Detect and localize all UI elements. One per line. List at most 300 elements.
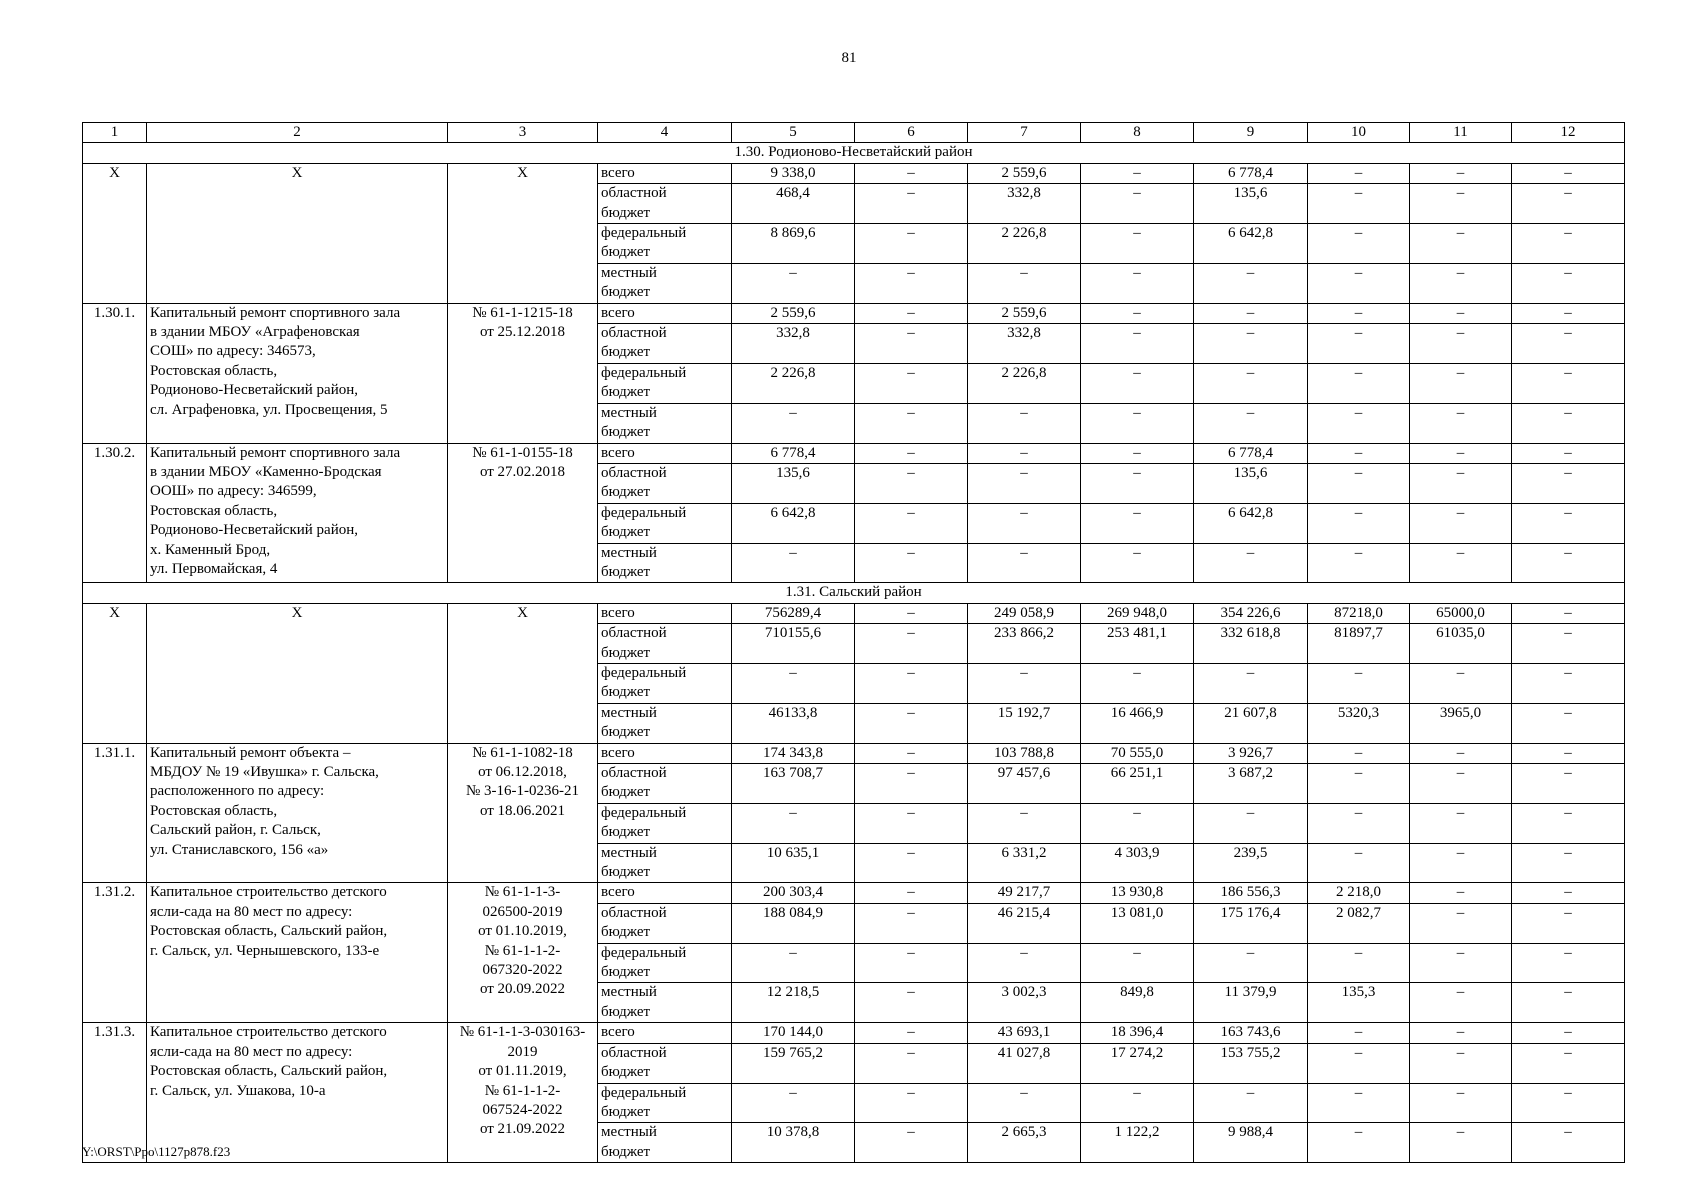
value-cell: 66 251,1 (1081, 764, 1194, 804)
value-cell: 159 765,2 (732, 1043, 855, 1083)
value-cell: – (855, 224, 968, 264)
value-cell: – (968, 543, 1081, 583)
value-cell: – (1308, 224, 1410, 264)
value-cell: 43 693,1 (968, 1023, 1081, 1043)
funding-source-label: федеральный бюджет (598, 943, 732, 983)
section-title: 1.30. Родионово-Несветайский район (83, 143, 1625, 163)
value-cell: – (1512, 403, 1625, 443)
table-row (83, 1023, 1625, 1043)
value-cell: – (855, 1043, 968, 1083)
value-cell: 188 084,9 (732, 903, 855, 943)
value-cell: – (1308, 943, 1410, 983)
value-cell: – (732, 803, 855, 843)
value-cell: – (1081, 403, 1194, 443)
value-cell: – (855, 503, 968, 543)
section-row (83, 583, 1625, 603)
value-cell: 2 226,8 (968, 363, 1081, 403)
object-name (147, 443, 448, 583)
value-cell: – (1410, 983, 1512, 1023)
value-cell: – (1410, 324, 1512, 364)
item-number: 1.30.1. (83, 303, 147, 443)
value-cell: 46 215,4 (968, 903, 1081, 943)
funding-source-label: местный бюджет (598, 543, 732, 583)
value-cell: – (1512, 803, 1625, 843)
value-cell: 3 926,7 (1194, 743, 1308, 763)
page-number: 81 (841, 50, 857, 66)
budget-table (82, 122, 1625, 1163)
value-cell: – (855, 443, 968, 463)
table-row (83, 603, 1625, 623)
value-cell: 61035,0 (1410, 624, 1512, 664)
value-cell: – (1308, 363, 1410, 403)
value-cell: – (1512, 363, 1625, 403)
table-row (83, 443, 1625, 463)
funding-source-label: областной бюджет (598, 764, 732, 804)
value-cell: – (1410, 184, 1512, 224)
funding-source-label: всего (598, 1023, 732, 1043)
value-cell: – (1410, 1043, 1512, 1083)
value-cell: 11 379,9 (1194, 983, 1308, 1023)
value-cell: – (1512, 1083, 1625, 1123)
value-cell: – (1512, 184, 1625, 224)
funding-source-label: местный бюджет (598, 263, 732, 303)
object-name-line: Ростовская область, Сальский район, (150, 923, 388, 940)
value-cell: 468,4 (732, 184, 855, 224)
value-cell: 6 642,8 (1194, 224, 1308, 264)
value-cell: – (1410, 803, 1512, 843)
value-cell: – (1308, 1023, 1410, 1043)
value-cell: – (732, 663, 855, 703)
object-name-line: Родионово-Несветайский район, (150, 382, 359, 399)
object-name-line: ясли-сада на 80 мест по адресу: (150, 903, 353, 920)
object-name-line: расположенного по адресу: (150, 783, 325, 800)
column-number: 4 (598, 123, 732, 143)
value-cell: – (732, 403, 855, 443)
value-cell: 233 866,2 (968, 624, 1081, 664)
value-cell: 97 457,6 (968, 764, 1081, 804)
item-number: 1.31.1. (83, 743, 147, 883)
value-cell: – (1410, 1083, 1512, 1123)
object-name-line: Капитальный ремонт объекта – (150, 744, 351, 761)
column-number: 9 (1194, 123, 1308, 143)
value-cell: – (968, 1083, 1081, 1123)
table-row (83, 303, 1625, 323)
value-cell: – (855, 624, 968, 664)
value-cell: – (855, 184, 968, 224)
funding-source-label: всего (598, 603, 732, 623)
value-cell: 135,6 (732, 463, 855, 503)
object-name-line: Ростовская область, (150, 362, 278, 379)
object-name-line: МБДОУ № 19 «Ивушка» г. Сальска, (150, 764, 379, 780)
value-cell: – (968, 463, 1081, 503)
value-cell: 332 618,8 (1194, 624, 1308, 664)
document-number (448, 303, 598, 443)
value-cell: – (1308, 764, 1410, 804)
value-cell: – (968, 943, 1081, 983)
value-cell: 6 778,4 (732, 443, 855, 463)
document-line: от 18.06.2021 (479, 802, 566, 819)
table-row (83, 883, 1625, 903)
object-name-line: в здании МБОУ «Аграфеновская (150, 324, 360, 341)
value-cell: – (1308, 663, 1410, 703)
table-row (83, 163, 1625, 183)
value-cell: 135,6 (1194, 184, 1308, 224)
value-cell: – (855, 543, 968, 583)
funding-source-label: федеральный бюджет (598, 803, 732, 843)
document-line: X (517, 164, 528, 181)
funding-source-label: местный бюджет (598, 843, 732, 883)
value-cell: 41 027,8 (968, 1043, 1081, 1083)
value-cell: 253 481,1 (1081, 624, 1194, 664)
value-cell: – (855, 903, 968, 943)
value-cell: 18 396,4 (1081, 1023, 1194, 1043)
object-name (147, 303, 448, 443)
value-cell: 21 607,8 (1194, 703, 1308, 743)
object-name-line: х. Каменный Брод, (150, 541, 271, 558)
object-name-line: ясли-сада на 80 мест по адресу: (150, 1043, 353, 1060)
value-cell: – (968, 263, 1081, 303)
object-name (147, 1023, 448, 1163)
value-cell: – (855, 843, 968, 883)
value-cell: – (1194, 303, 1308, 323)
value-cell: – (1308, 743, 1410, 763)
column-number: 3 (448, 123, 598, 143)
funding-source-label: федеральный бюджет (598, 1083, 732, 1123)
value-cell: – (855, 803, 968, 843)
value-cell: – (1512, 624, 1625, 664)
value-cell: 710155,6 (732, 624, 855, 664)
column-number: 11 (1410, 123, 1512, 143)
value-cell: 3965,0 (1410, 703, 1512, 743)
object-name-line: ул. Первомайская, 4 (150, 560, 278, 577)
value-cell: – (1410, 943, 1512, 983)
object-name-line: X (291, 164, 303, 181)
value-cell: 269 948,0 (1081, 603, 1194, 623)
document-number (448, 883, 598, 1023)
value-cell: – (1308, 163, 1410, 183)
value-cell: – (1512, 443, 1625, 463)
document-line: от 27.02.2018 (479, 463, 566, 480)
value-cell: – (1308, 303, 1410, 323)
value-cell: – (855, 663, 968, 703)
value-cell: 46133,8 (732, 703, 855, 743)
value-cell: 6 331,2 (968, 843, 1081, 883)
value-cell: 186 556,3 (1194, 883, 1308, 903)
value-cell: – (855, 943, 968, 983)
column-number: 6 (855, 123, 968, 143)
value-cell: – (1512, 503, 1625, 543)
value-cell: – (732, 943, 855, 983)
document-line: от 01.11.2019, (478, 1063, 567, 1080)
document-number (448, 603, 598, 743)
document-line: 067320-2022 (482, 962, 563, 979)
value-cell: 10 635,1 (732, 843, 855, 883)
object-name-line: ООШ» по адресу: 346599, (150, 483, 317, 500)
value-cell: 8 869,6 (732, 224, 855, 264)
value-cell: – (1512, 163, 1625, 183)
value-cell: – (855, 163, 968, 183)
column-number: 5 (732, 123, 855, 143)
value-cell: – (855, 363, 968, 403)
value-cell: 175 176,4 (1194, 903, 1308, 943)
document-line: 026500-2019 (482, 903, 563, 920)
value-cell: – (1081, 503, 1194, 543)
value-cell: – (1512, 1043, 1625, 1083)
item-number: 1.30.2. (83, 443, 147, 583)
column-number: 8 (1081, 123, 1194, 143)
section-row (83, 143, 1625, 163)
value-cell: – (855, 463, 968, 503)
funding-source-label: всего (598, 883, 732, 903)
document-line: № 61-1-1-3-030163- (459, 1024, 586, 1041)
value-cell: – (968, 403, 1081, 443)
document-line: от 06.12.2018, (478, 764, 567, 780)
value-cell: 2 559,6 (968, 303, 1081, 323)
value-cell: – (968, 503, 1081, 543)
value-cell: 3 687,2 (1194, 764, 1308, 804)
funding-source-label: всего (598, 443, 732, 463)
funding-source-label: федеральный бюджет (598, 503, 732, 543)
value-cell: – (732, 1083, 855, 1123)
value-cell: – (855, 983, 968, 1023)
object-name-line: Капитальное строительство детского (150, 884, 387, 901)
document-number (448, 163, 598, 303)
value-cell: 332,8 (732, 324, 855, 364)
value-cell: 15 192,7 (968, 703, 1081, 743)
value-cell: – (1512, 663, 1625, 703)
value-cell: – (1512, 883, 1625, 903)
value-cell: – (1410, 764, 1512, 804)
value-cell: – (1194, 943, 1308, 983)
funding-source-label: всего (598, 163, 732, 183)
value-cell: – (1081, 943, 1194, 983)
object-name-line: Капитальный ремонт спортивного зала (150, 304, 401, 321)
value-cell: 249 058,9 (968, 603, 1081, 623)
value-cell: 239,5 (1194, 843, 1308, 883)
funding-source-label: областной бюджет (598, 1043, 732, 1083)
object-name-line: X (291, 604, 303, 621)
value-cell: 13 081,0 (1081, 903, 1194, 943)
item-number: 1.31.2. (83, 883, 147, 1023)
object-name-line: в здании МБОУ «Каменно-Бродская (150, 463, 382, 480)
value-cell: 2 218,0 (1308, 883, 1410, 903)
document-line: X (517, 604, 528, 621)
value-cell: – (1081, 803, 1194, 843)
value-cell: 1 122,2 (1081, 1123, 1194, 1163)
value-cell: – (1512, 903, 1625, 943)
value-cell: – (1410, 443, 1512, 463)
document-line: 067524-2022 (482, 1101, 563, 1118)
object-name (147, 163, 448, 303)
document-line: № 61-1-1082-18 (472, 744, 573, 761)
value-cell: 49 217,7 (968, 883, 1081, 903)
object-name-line: Родионово-Несветайский район, (150, 522, 359, 539)
value-cell: 12 218,5 (732, 983, 855, 1023)
value-cell: 849,8 (1081, 983, 1194, 1023)
item-number: X (83, 603, 147, 743)
value-cell: – (1194, 403, 1308, 443)
funding-source-label: областной бюджет (598, 624, 732, 664)
document-number (448, 743, 598, 883)
item-number: 1.31.3. (83, 1023, 147, 1163)
value-cell: 87218,0 (1308, 603, 1410, 623)
object-name (147, 603, 448, 743)
value-cell: – (1081, 663, 1194, 703)
value-cell: 174 343,8 (732, 743, 855, 763)
value-cell: – (855, 303, 968, 323)
value-cell: – (1512, 703, 1625, 743)
document-line: № 61-1-1-3- (484, 884, 561, 901)
value-cell: – (732, 263, 855, 303)
value-cell: 163 743,6 (1194, 1023, 1308, 1043)
value-cell: – (1512, 983, 1625, 1023)
column-number: 2 (147, 123, 448, 143)
document-line: 2019 (507, 1043, 538, 1060)
value-cell: 2 226,8 (968, 224, 1081, 264)
value-cell: – (1512, 743, 1625, 763)
value-cell: – (1194, 663, 1308, 703)
document-line: от 20.09.2022 (479, 981, 566, 998)
value-cell: – (1410, 224, 1512, 264)
value-cell: – (1194, 543, 1308, 583)
object-name-line: Сальский район, г. Сальск, (150, 822, 321, 839)
value-cell: – (1308, 184, 1410, 224)
value-cell: 135,6 (1194, 463, 1308, 503)
value-cell: 5320,3 (1308, 703, 1410, 743)
value-cell: – (1308, 1123, 1410, 1163)
document-line: № 61-1-1215-18 (472, 304, 573, 321)
document-number (448, 1023, 598, 1163)
value-cell: – (1512, 543, 1625, 583)
value-cell: 70 555,0 (1081, 743, 1194, 763)
document-line: от 25.12.2018 (479, 324, 566, 341)
value-cell: – (1512, 943, 1625, 983)
value-cell: 756289,4 (732, 603, 855, 623)
document-line: № 61-1-1-2- (484, 1082, 561, 1099)
value-cell: – (1512, 463, 1625, 503)
column-number: 1 (83, 123, 147, 143)
value-cell: – (1081, 263, 1194, 303)
value-cell: – (1410, 743, 1512, 763)
value-cell: 153 755,2 (1194, 1043, 1308, 1083)
object-name-line: Ростовская область, (150, 802, 278, 819)
value-cell: 3 002,3 (968, 983, 1081, 1023)
column-number: 12 (1512, 123, 1625, 143)
value-cell: – (1410, 403, 1512, 443)
value-cell: – (1410, 303, 1512, 323)
value-cell: 6 778,4 (1194, 163, 1308, 183)
value-cell: 2 559,6 (968, 163, 1081, 183)
value-cell: – (1410, 883, 1512, 903)
value-cell: – (855, 403, 968, 443)
item-number: X (83, 163, 147, 303)
funding-source-label: местный бюджет (598, 703, 732, 743)
value-cell: – (968, 443, 1081, 463)
value-cell: – (1512, 1123, 1625, 1163)
value-cell: – (1308, 403, 1410, 443)
object-name-line: Капитальное строительство детского (150, 1024, 387, 1041)
document-line: № 61-1-0155-18 (472, 444, 573, 461)
value-cell: – (1410, 843, 1512, 883)
value-cell: – (855, 883, 968, 903)
object-name-line: Ростовская область, Сальский район, (150, 1063, 388, 1080)
value-cell: – (1081, 1083, 1194, 1123)
value-cell: 6 778,4 (1194, 443, 1308, 463)
value-cell: 2 665,3 (968, 1123, 1081, 1163)
value-cell: – (1512, 1023, 1625, 1043)
value-cell: – (1194, 324, 1308, 364)
value-cell: – (855, 703, 968, 743)
value-cell: – (1308, 263, 1410, 303)
object-name (147, 883, 448, 1023)
funding-source-label: областной бюджет (598, 324, 732, 364)
value-cell: 2 226,8 (732, 363, 855, 403)
value-cell: 2 082,7 (1308, 903, 1410, 943)
funding-source-label: местный бюджет (598, 983, 732, 1023)
value-cell: – (1512, 324, 1625, 364)
value-cell: – (1081, 224, 1194, 264)
value-cell: – (1308, 543, 1410, 583)
file-path-footer: Y:\ORST\Ppo\1127p878.f23 (82, 1144, 231, 1159)
value-cell: – (1194, 363, 1308, 403)
value-cell: – (1081, 163, 1194, 183)
value-cell: – (1308, 1043, 1410, 1083)
object-name-line: сл. Аграфеновка, ул. Просвещения, 5 (150, 401, 388, 418)
value-cell: – (1081, 463, 1194, 503)
value-cell: – (1512, 764, 1625, 804)
value-cell: 200 303,4 (732, 883, 855, 903)
value-cell: – (1308, 803, 1410, 843)
value-cell: 81897,7 (1308, 624, 1410, 664)
value-cell: – (1512, 224, 1625, 264)
value-cell: – (1410, 903, 1512, 943)
value-cell: – (855, 324, 968, 364)
value-cell: – (1410, 543, 1512, 583)
value-cell: – (1410, 463, 1512, 503)
value-cell: – (1512, 263, 1625, 303)
section-title: 1.31. Сальский район (83, 583, 1625, 603)
funding-source-label: областной бюджет (598, 184, 732, 224)
value-cell: – (1308, 324, 1410, 364)
value-cell: 2 559,6 (732, 303, 855, 323)
value-cell: – (1512, 303, 1625, 323)
value-cell: – (1308, 1083, 1410, 1123)
column-number-row (83, 123, 1625, 143)
value-cell: – (1081, 363, 1194, 403)
value-cell: 103 788,8 (968, 743, 1081, 763)
object-name-line: ул. Станиславского, 156 «а» (150, 841, 329, 858)
value-cell: – (855, 743, 968, 763)
object-name-line: СОШ» по адресу: 346573, (150, 343, 316, 360)
document-line: № 3-16-1-0236-21 (465, 783, 580, 800)
value-cell: – (855, 764, 968, 804)
funding-source-label: областной бюджет (598, 463, 732, 503)
value-cell: 332,8 (968, 324, 1081, 364)
value-cell: – (1081, 543, 1194, 583)
value-cell: – (855, 1083, 968, 1123)
value-cell: 354 226,6 (1194, 603, 1308, 623)
document-line: от 21.09.2022 (479, 1121, 566, 1138)
value-cell: 332,8 (968, 184, 1081, 224)
column-number: 10 (1308, 123, 1410, 143)
value-cell: 9 338,0 (732, 163, 855, 183)
object-name-line: Капитальный ремонт спортивного зала (150, 444, 401, 461)
object-name (147, 743, 448, 883)
funding-source-label: областной бюджет (598, 903, 732, 943)
value-cell: – (1081, 443, 1194, 463)
value-cell: – (968, 803, 1081, 843)
value-cell: – (1194, 1083, 1308, 1123)
